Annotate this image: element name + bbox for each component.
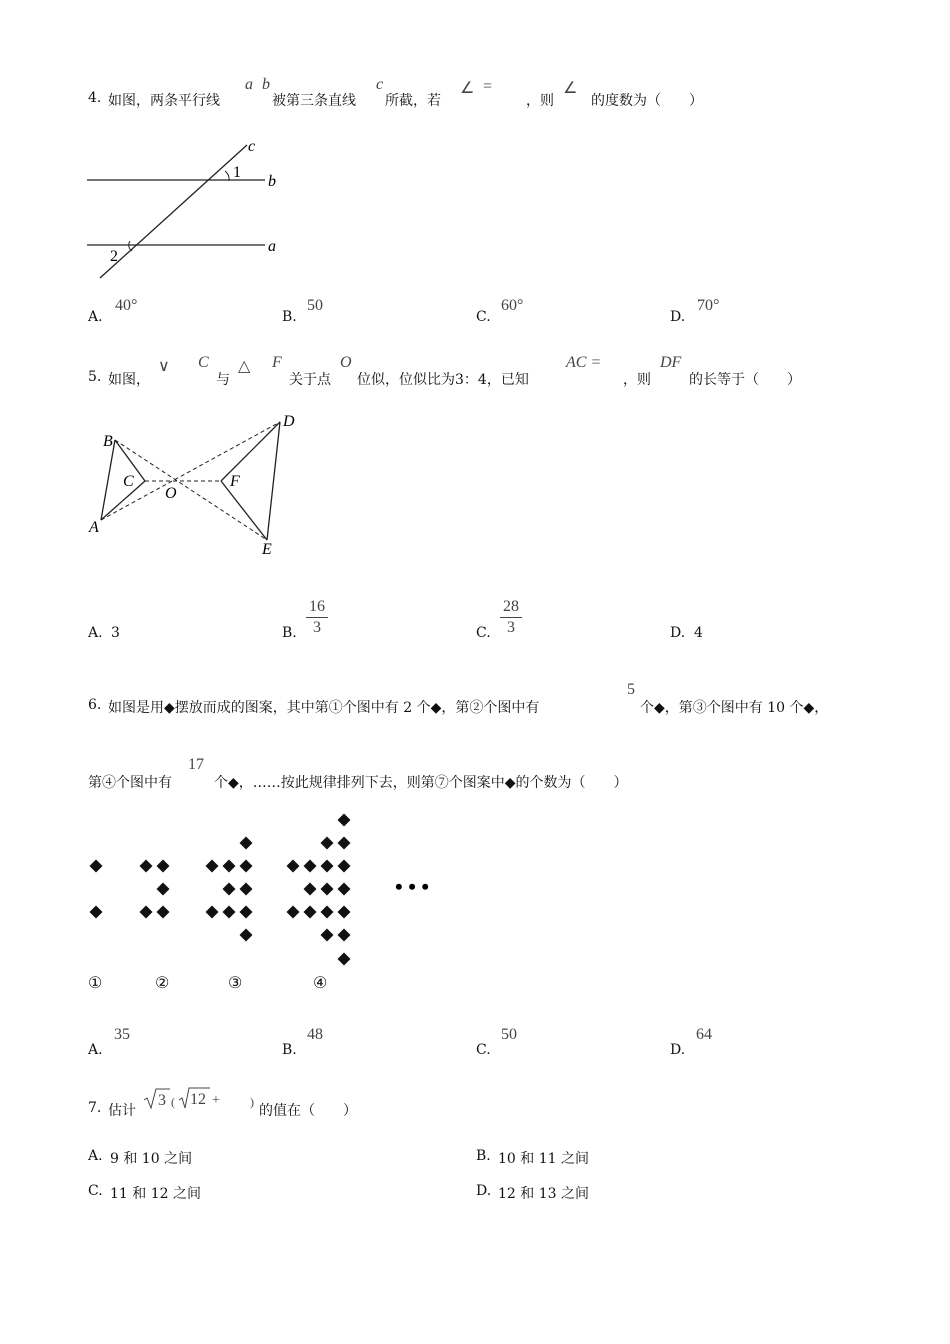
q7-radicand-2: 12 bbox=[190, 1091, 206, 1108]
q5-option-d-value[interactable]: 4 bbox=[694, 625, 703, 641]
q4-text-c: 所截，若 bbox=[385, 93, 441, 109]
q5-option-c-numerator: 28 bbox=[503, 598, 519, 615]
q6-line1-b: 个◆，第③个图中有 10 个◆， bbox=[640, 700, 829, 716]
ellipsis: • • • bbox=[395, 874, 430, 899]
q4-text-d: ，则 bbox=[526, 93, 554, 109]
diamond bbox=[223, 860, 236, 873]
q4-number: 4. bbox=[88, 90, 102, 106]
dashed-ad bbox=[101, 422, 280, 520]
q6-option-b-letter: B. bbox=[282, 1042, 297, 1058]
diamond bbox=[240, 883, 253, 896]
diamond bbox=[223, 906, 236, 919]
label-angle-1: 1 bbox=[233, 164, 241, 181]
diamond bbox=[240, 929, 253, 942]
q5-option-b-denominator: 3 bbox=[313, 619, 321, 636]
q6-diamond-figures bbox=[80, 808, 460, 973]
diamond bbox=[287, 860, 300, 873]
q4-var-b: b bbox=[262, 76, 270, 93]
q4-angle-symbol-2: ∠ bbox=[563, 80, 578, 97]
diamond bbox=[157, 860, 170, 873]
diamond bbox=[304, 906, 317, 919]
q5-option-c-letter: C. bbox=[476, 625, 491, 641]
radical-sign-1 bbox=[144, 1089, 170, 1108]
label-A: A bbox=[89, 519, 99, 536]
q5-option-d-letter: D. bbox=[670, 625, 686, 641]
q4-option-d-letter: D. bbox=[670, 309, 686, 325]
q7-option-b-value[interactable]: 10 和 11 之间 bbox=[498, 1151, 589, 1167]
q5-symbol-1: ∨ bbox=[158, 358, 170, 375]
q5-text-f: 的长等于（ ） bbox=[689, 372, 801, 388]
diamond bbox=[321, 837, 334, 850]
q5-var-c: C bbox=[198, 354, 209, 371]
q4-figure bbox=[85, 135, 285, 285]
q5-triangle-symbol: △ bbox=[238, 358, 251, 375]
q6-option-c-value[interactable]: 50 bbox=[501, 1026, 517, 1043]
diamond bbox=[338, 929, 351, 942]
label-angle-2: 2 bbox=[110, 248, 118, 265]
diamond bbox=[338, 883, 351, 896]
q6-option-a-letter: A. bbox=[88, 1042, 103, 1058]
figure-1 bbox=[90, 860, 103, 919]
q4-equals-symbol: = bbox=[483, 78, 493, 95]
diamond bbox=[90, 860, 103, 873]
diamond bbox=[321, 929, 334, 942]
line-c bbox=[100, 145, 247, 278]
diamond bbox=[206, 906, 219, 919]
diamond bbox=[321, 860, 334, 873]
diamond bbox=[338, 906, 351, 919]
q6-number-17: 17 bbox=[188, 756, 204, 773]
q5-expr-df: DF bbox=[660, 354, 682, 371]
q7-paren-right: ) bbox=[250, 1095, 254, 1109]
q7-plus: + bbox=[212, 1093, 220, 1108]
q5-text-e: ，则 bbox=[623, 372, 651, 388]
q6-option-d-letter: D. bbox=[670, 1042, 686, 1058]
q7-text-a: 估计 bbox=[108, 1103, 136, 1119]
label-F: F bbox=[230, 473, 240, 490]
diamond bbox=[338, 860, 351, 873]
q4-option-a-value[interactable]: 40° bbox=[115, 297, 138, 314]
q5-option-a-letter: A. bbox=[88, 625, 103, 641]
diamond bbox=[223, 883, 236, 896]
q6-line2-b: 个◆，……按此规律排列下去，则第⑦个图案中◆的个数为（ ） bbox=[214, 775, 628, 791]
q4-option-b-value[interactable]: 50 bbox=[307, 297, 323, 314]
segment-de bbox=[267, 422, 280, 540]
q7-option-c-letter: C. bbox=[88, 1183, 103, 1199]
label-E: E bbox=[262, 541, 272, 558]
dashed-be bbox=[115, 440, 267, 540]
diamond bbox=[140, 906, 153, 919]
q5-text-c: 关于点 bbox=[289, 372, 331, 388]
diamond bbox=[157, 906, 170, 919]
diamond bbox=[240, 837, 253, 850]
label-B: B bbox=[103, 433, 113, 450]
q4-option-d-value[interactable]: 70° bbox=[697, 297, 720, 314]
diamond bbox=[338, 837, 351, 850]
diamond bbox=[240, 860, 253, 873]
diamond bbox=[304, 860, 317, 873]
label-O: O bbox=[165, 485, 177, 502]
diamond bbox=[206, 860, 219, 873]
q5-text-b: 与 bbox=[216, 372, 230, 388]
q6-number-5: 5 bbox=[627, 681, 635, 698]
q7-text-b: 的值在（ ） bbox=[259, 1103, 357, 1119]
diamond bbox=[304, 883, 317, 896]
fraction-bar bbox=[500, 617, 522, 618]
q5-option-b-fraction[interactable] bbox=[306, 598, 328, 637]
q7-expression bbox=[142, 1086, 260, 1120]
q5-option-b-numerator: 16 bbox=[309, 598, 325, 615]
q7-option-c-value[interactable]: 11 和 12 之间 bbox=[110, 1186, 201, 1202]
figure-2 bbox=[140, 860, 170, 919]
label-a: a bbox=[268, 238, 276, 255]
label-b: b bbox=[268, 173, 276, 190]
q4-option-a-letter: A. bbox=[88, 309, 103, 325]
q4-text-e: 的度数为（ ） bbox=[591, 93, 703, 109]
q5-option-b-letter: B. bbox=[282, 625, 297, 641]
q7-option-d-value[interactable]: 12 和 13 之间 bbox=[498, 1186, 589, 1202]
label-D: D bbox=[283, 413, 295, 430]
q4-text-b: 被第三条直线 bbox=[272, 93, 356, 109]
q5-text-a: 如图， bbox=[108, 372, 150, 388]
q6-option-c-letter: C. bbox=[476, 1042, 491, 1058]
q5-option-a-value[interactable]: 3 bbox=[111, 625, 120, 641]
q5-expr-ac: AC = bbox=[566, 354, 602, 371]
q7-paren-left: ( bbox=[171, 1095, 175, 1109]
diamond bbox=[338, 953, 351, 966]
q7-number: 7. bbox=[88, 1100, 102, 1116]
q7-radicand-1: 3 bbox=[158, 1092, 166, 1109]
q6-number: 6. bbox=[88, 697, 102, 713]
diamond bbox=[321, 883, 334, 896]
q6-option-a-value[interactable]: 35 bbox=[114, 1026, 130, 1043]
q5-text-d: 位似，位似比为3：4，已知 bbox=[357, 372, 529, 388]
q4-text-a: 如图，两条平行线 bbox=[108, 93, 220, 109]
fraction-bar bbox=[306, 617, 328, 618]
q4-option-b-letter: B. bbox=[282, 309, 297, 325]
diamond bbox=[90, 906, 103, 919]
figure-3 bbox=[206, 837, 253, 942]
q5-figure bbox=[85, 408, 315, 563]
figure-label-1: ① bbox=[88, 973, 103, 992]
q5-number: 5. bbox=[88, 369, 102, 385]
q6-line2-a: 第④个图中有 bbox=[88, 775, 172, 791]
q4-option-c-value[interactable]: 60° bbox=[501, 297, 524, 314]
q7-option-a-letter: A. bbox=[88, 1148, 103, 1164]
q6-option-b-value[interactable]: 48 bbox=[307, 1026, 323, 1043]
q6-option-d-value[interactable]: 64 bbox=[696, 1026, 712, 1043]
diamond bbox=[338, 814, 351, 827]
figure-label-3: ③ bbox=[228, 973, 243, 992]
q4-angle-symbol: ∠ bbox=[460, 80, 475, 97]
segment-ef bbox=[221, 481, 267, 540]
diamond bbox=[321, 906, 334, 919]
q7-option-a-value[interactable]: 9 和 10 之间 bbox=[110, 1151, 193, 1167]
label-c: c bbox=[248, 138, 256, 155]
q5-option-c-fraction[interactable] bbox=[500, 598, 522, 637]
q5-var-o: O bbox=[340, 354, 352, 371]
diamond bbox=[287, 906, 300, 919]
q5-var-f: F bbox=[272, 354, 282, 371]
diamond bbox=[140, 860, 153, 873]
q6-line1-a: 如图是用◆摆放而成的图案，其中第①个图中有 2 个◆，第②个图中有 bbox=[108, 700, 540, 716]
figure-label-2: ② bbox=[155, 973, 170, 992]
q7-option-d-letter: D. bbox=[476, 1183, 492, 1199]
figure-label-4: ④ bbox=[313, 973, 328, 992]
diamond bbox=[157, 883, 170, 896]
diamond bbox=[240, 906, 253, 919]
q5-option-c-denominator: 3 bbox=[507, 619, 515, 636]
q4-var-c: c bbox=[376, 76, 384, 93]
figure-4 bbox=[287, 814, 351, 966]
segment-ab bbox=[101, 440, 115, 520]
q4-option-c-letter: C. bbox=[476, 309, 491, 325]
q7-option-b-letter: B. bbox=[476, 1148, 491, 1164]
q4-var-a: a bbox=[245, 76, 253, 93]
label-C: C bbox=[123, 473, 134, 490]
